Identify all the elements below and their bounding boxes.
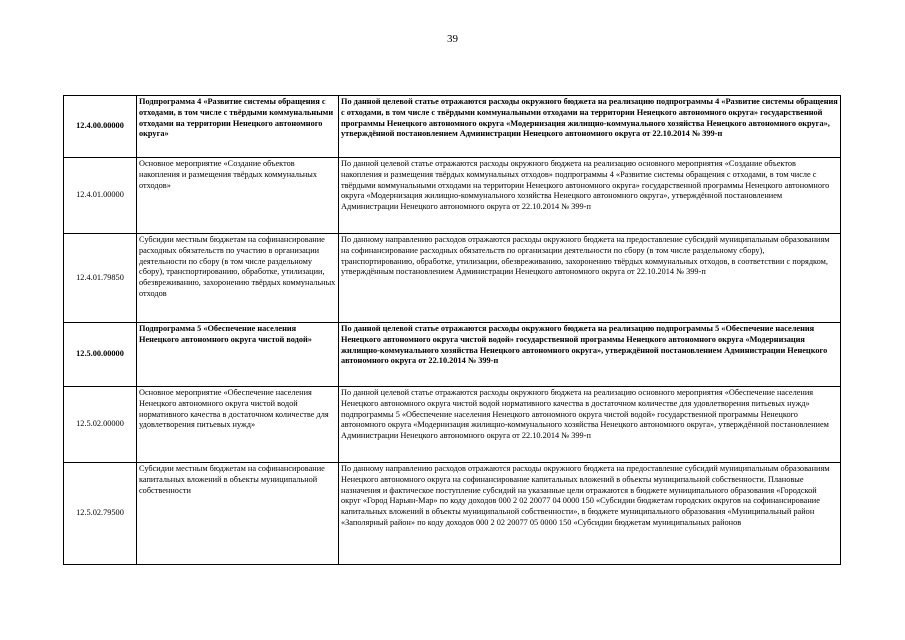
code-cell: 12.4.01.00000 (64, 158, 137, 234)
name-cell: Основное мероприятие «Создание объектов накопления и размещения твёрдых коммунальных отходов» (137, 158, 339, 234)
code-cell: 12.5.00.00000 (64, 323, 137, 387)
code-cell: 12.4.01.79850 (64, 234, 137, 323)
code-cell: 12.4.00.00000 (64, 96, 137, 158)
name-cell: Подпрограмма 4 «Развитие системы обращения с отходами, в том числе с твёрдыми коммунальными отходами на территории Ненецкого автономного округа» (137, 96, 339, 158)
name-cell: Субсидии местным бюджетам на софинансирование расходных обязательств по участию в организации деятельности по сбору (в том числе раздельному сбору), транспортированию, обработке, утилизации, обезвреживанию, захоронению твёрдых коммунальных отходов (137, 234, 339, 323)
description-cell: По данному направлению расходов отражаются расходы окружного бюджета на предоставление субсидий муниципальным образованиям на софинансирование расходных обязательств по организации деятельности по сбору (в том числе раздельному сбору), транспортированию, обработке, утилизации, обезвреживанию, захоронению твёрдых коммунальных отходов, в соответствии с порядком, утверждённым постановлением Администрации Ненецкого автономного округа от 22.10.2014 № 399-п (339, 234, 841, 323)
description-cell: По данной целевой статье отражаются расходы окружного бюджета на реализацию основного мероприятия «Создание объектов накопления и размещения твёрдых коммунальных отходов» подпрограммы 4 «Развитие системы обращения с отходами, в том числе с твёрдыми коммунальными отходами на территории Ненецкого автономного округа» государственной программы Ненецкого автономного округа «Модернизация жилищно-коммунального хозяйства Ненецкого автономного округа», утверждённой постановлением Администрации Ненецкого автономного округа от 22.10.2014 № 399-п (339, 158, 841, 234)
name-cell: Подпрограмма 5 «Обеспечение населения Ненецкого автономного округа чистой водой» (137, 323, 339, 387)
description-cell: По данному направлению расходов отражаются расходы окружного бюджета на предоставление субсидий муниципальным образованиям Ненецкого автономного округа на софинансирование капитальных вложений в объекты муниципальной собственности. Плановые назначения и фактическое поступление субсидий на указанные цели отражаются в бюджете муниципального образования «Городской округ «Город Нарьян-Мар» по коду доходов 000 2 02 20077 04 0000 150 «Субсидии бюджетам городских округов на софинансирование капитальных вложений в объекты муниципальной собственности», в бюджете муниципального образования «Муниципальный район «Заполярный район» по коду доходов 000 2 02 20077 05 0000 150 «Субсидии бюджетам муниципальных районов (339, 463, 841, 565)
code-cell: 12.5.02.00000 (64, 387, 137, 463)
page-number: 39 (447, 33, 458, 45)
description-cell: По данной целевой статье отражаются расходы окружного бюджета на реализацию основного мероприятия «Обеспечение населения Ненецкого автономного округа чистой водой нормативного качества в достаточном количестве для удовлетворения питьевых нужд» подпрограммы 5 «Обеспечение населения Ненецкого автономного округа чистой водой» государственной программы Ненецкого автономного округа «Модернизация жилищно-коммунального хозяйства Ненецкого автономного округа», утверждённой постановлением Администрации Ненецкого автономного округа от 22.10.2014 № 399-п (339, 387, 841, 463)
table-row (64, 323, 841, 387)
name-cell: Субсидии местным бюджетам на софинансирование капитальных вложений в объекты муниципальной собственности (137, 463, 339, 565)
name-cell: Основное мероприятие «Обеспечение населения Ненецкого автономного округа чистой водой нормативного качества в достаточном количестве для удовлетворения питьевых нужд» (137, 387, 339, 463)
table-row (64, 96, 841, 158)
description-cell: По данной целевой статье отражаются расходы окружного бюджета на реализацию подпрограммы 4 «Развитие системы обращения с отходами, в том числе с твёрдыми коммунальными отходами на территории Ненецкого автономного округа» государственной программы Ненецкого автономного округа «Модернизация жилищно-коммунального хозяйства Ненецкого автономного округа», утверждённой постановлением Администрации Ненецкого автономного округа от 22.10.2014 № 399-п (339, 96, 841, 158)
budget-classification-table (63, 95, 841, 565)
table-row (64, 387, 841, 463)
table-row (64, 234, 841, 323)
table-row (64, 158, 841, 234)
table-row (64, 463, 841, 565)
code-cell: 12.5.02.79500 (64, 463, 137, 565)
description-cell: По данной целевой статье отражаются расходы окружного бюджета на реализацию подпрограммы 5 «Обеспечение населения Ненецкого автономного округа чистой водой» государственной программы Ненецкого автономного округа «Модернизация жилищно-коммунального хозяйства Ненецкого автономного округа», утверждённой постановлением Администрации Ненецкого автономного округа от 22.10.2014 № 399-п (339, 323, 841, 387)
